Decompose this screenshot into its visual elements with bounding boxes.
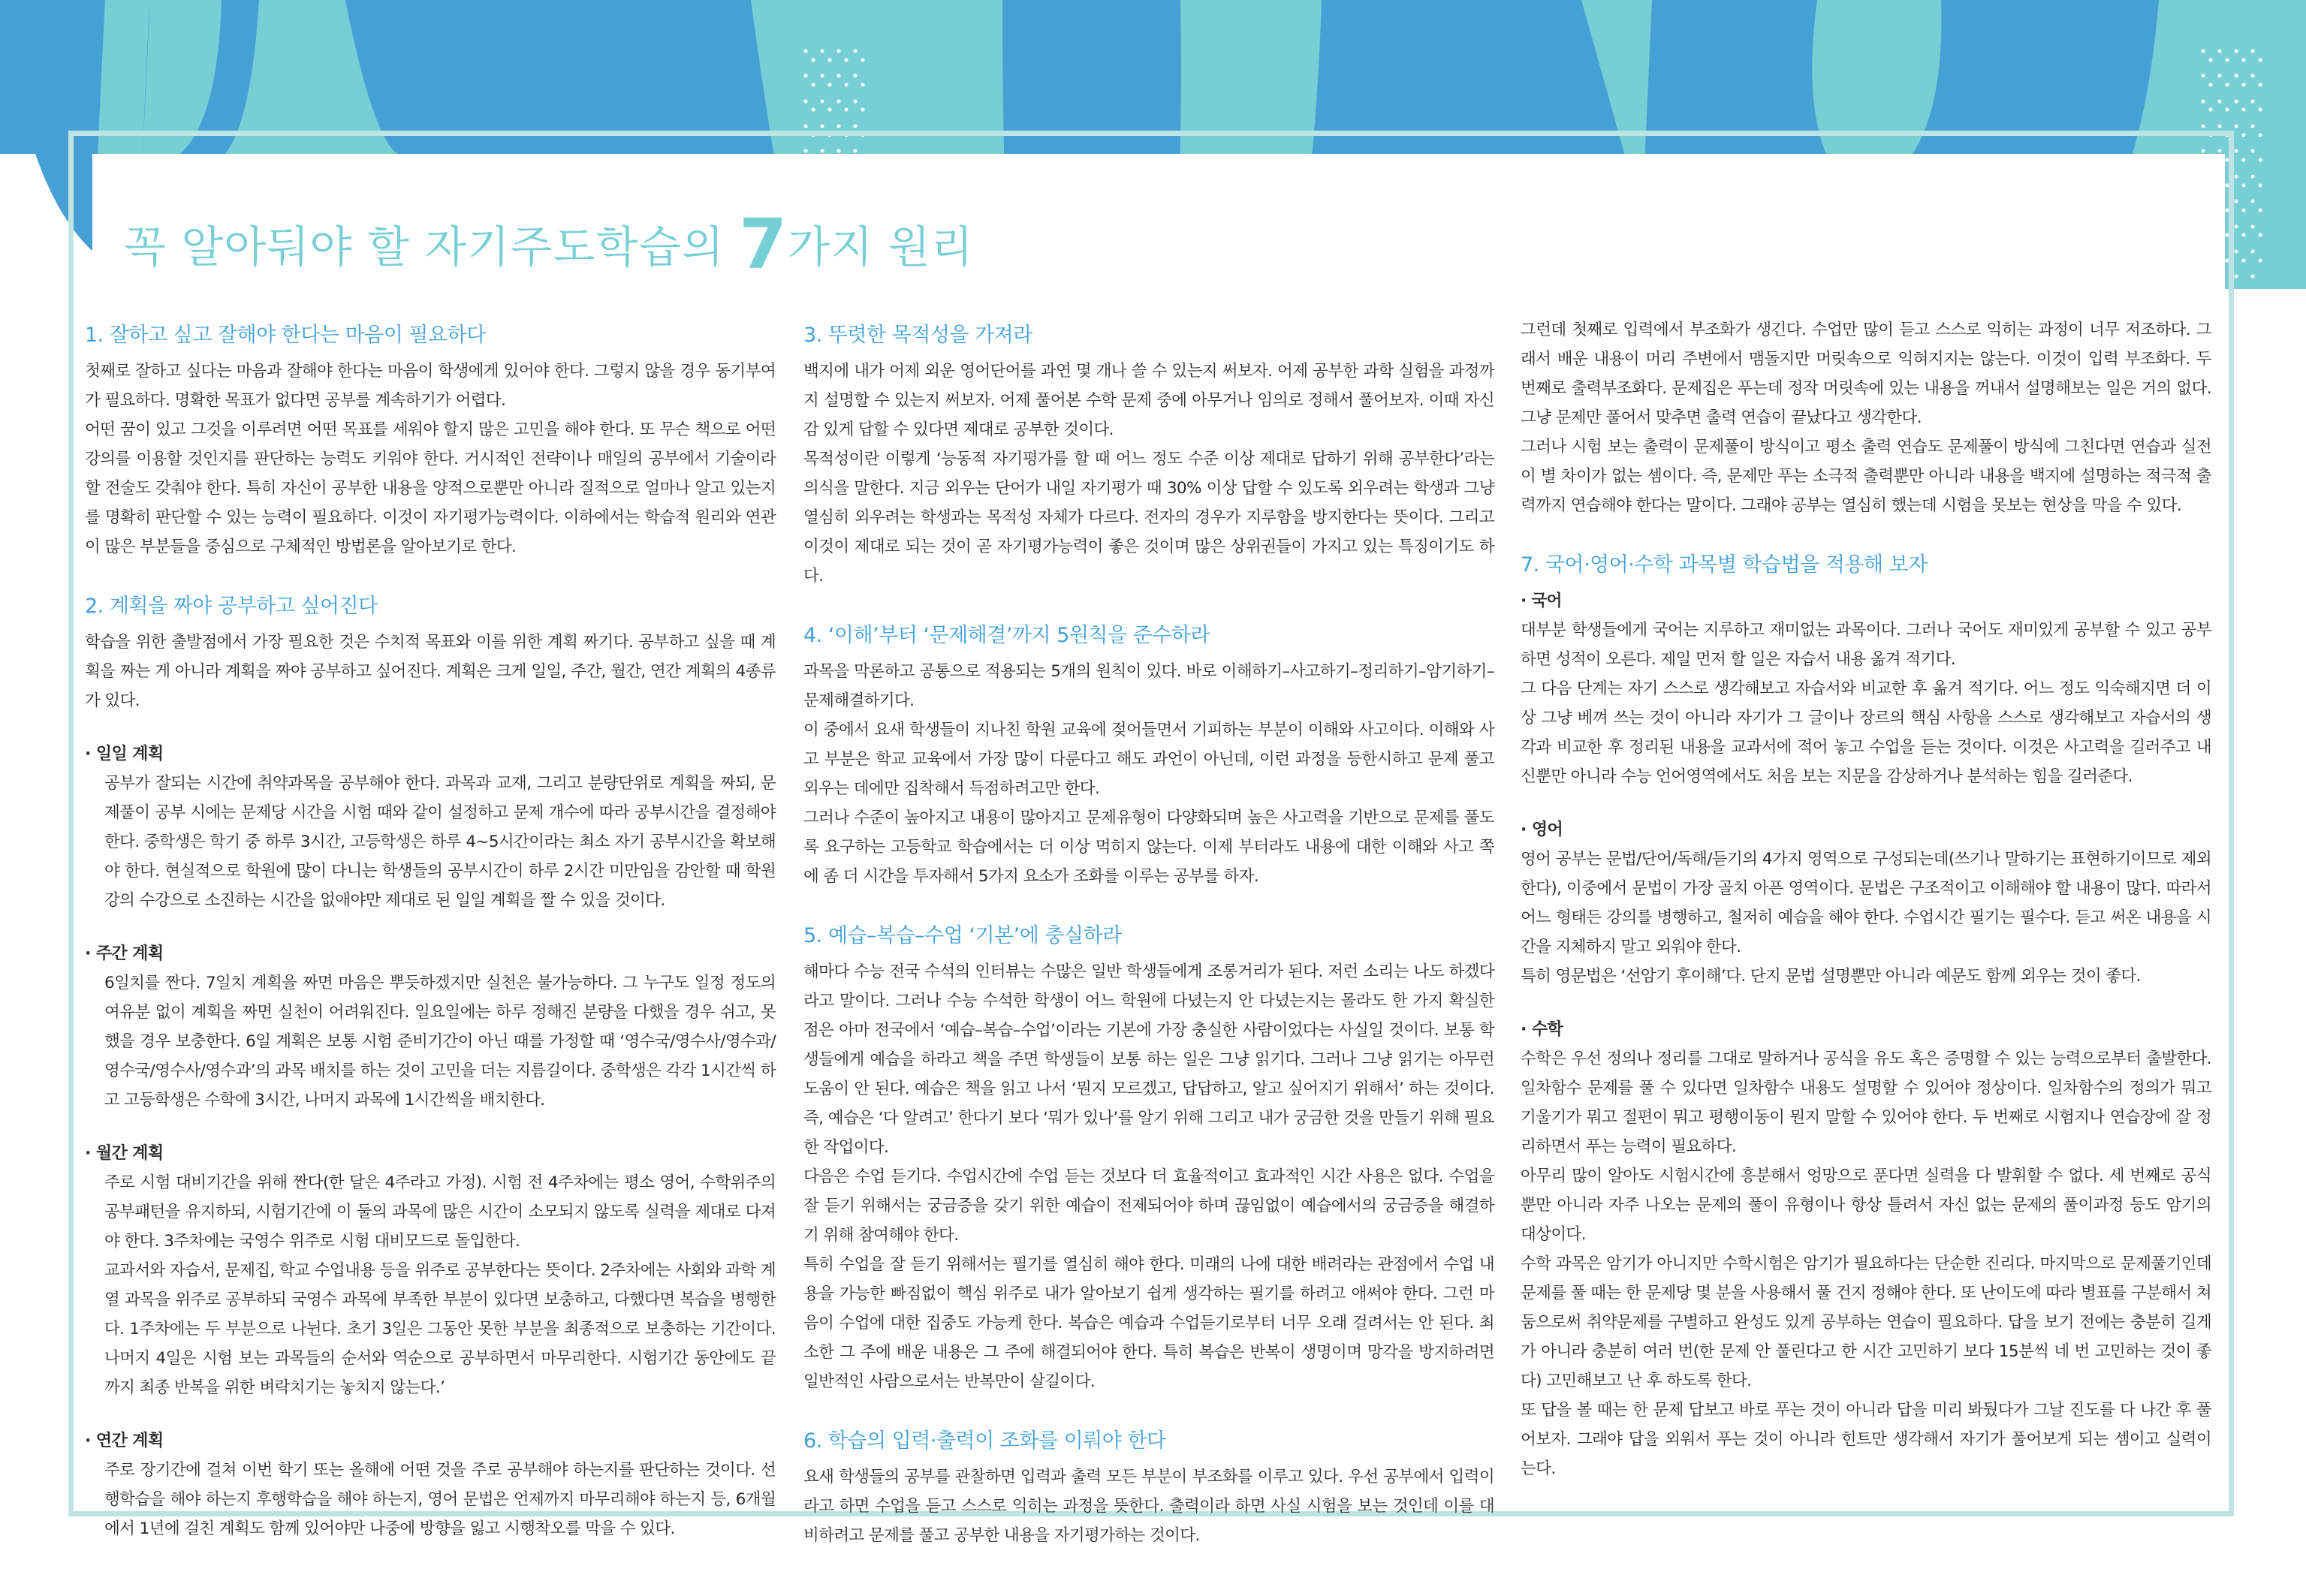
subheading-math: · 수학	[1521, 1020, 1563, 1039]
paragraph: 수학은 우선 정의나 정리를 그대로 말하거나 공식을 유도 혹은 증명할 수 있는 능력으로부터 출발한다. 일차함수 문제를 풀 수 있다면 일차함수 내용도 설명할 수 있어야 정상이다. 일차함수의 정의가 뭐고 기울기가 뭐고 절편이 뭐고 평행이동이 뭔지 말할 수 있어야 한다. 두 번째로 시험지나 연습장에 잘 정리하면서 푸는 능력이 필요하다.	[1521, 1049, 2211, 1156]
section-6-continued	[1521, 315, 2211, 520]
subheading-korean: · 국어	[1521, 592, 1562, 610]
subheading-daily-plan: · 일일 계획	[85, 745, 164, 763]
section-heading: 1. 잘하고 싶고 잘해야 한다는 마음이 필요하다	[85, 324, 486, 347]
paragraph: 교과서와 자습서, 문제집, 학교 수업내용 등을 위주로 공부한다는 뜻이다. 2주차에는 사회와 과학 계열 과목을 위주로 공부하되 국영수 과목에 부족한 부분이 있다면 보충하고, 다했다면 복습을 병행한다. 1주차에는 두 부분으로 나뉜다. 초기 3일은 그동안 못한 부분을 최종적으로 보충하는 기간이다. 나머지 4일은 시험 보는 과목들의 순서와 역순으로 공부하면서 마무리한다. 시험기간 동안에도 끝까지 최종 반복을 위한 벼락치기는 놓치지 않는다.’	[104, 1261, 776, 1397]
subheading-yearly-plan: · 연간 계획	[85, 1432, 164, 1450]
title-suffix: 가지 원리	[788, 221, 974, 273]
column-2	[803, 319, 1494, 1550]
paragraph: 영어 공부는 문법/단어/독해/듣기의 4가지 영역으로 구성되는데(쓰기나 말하기는 표현하기이므로 제외한다), 이중에서 문법이 가장 골치 아픈 영역이다. 문법은 구조적이고 이해해야 할 내용이 많다. 따라서 어느 형태든 강의를 병행하고, 철저히 예습을 해야 한다. 수업시간 필기는 필수다. 듣고 써온 내용을 시간을 지체하지 말고 외워야 한다.	[1521, 850, 2211, 956]
paragraph: 주로 장기간에 걸쳐 이번 학기 또는 올해에 어떤 것을 주로 공부해야 하는지를 판단하는 것이다. 선행학습을 해야 하는지 후행학습을 해야 하는지, 영어 문법은 언제까지 마무리해야 하는지 등, 6개월에서 1년에 걸친 계획도 함께 있어야만 나중에 방향을 잃고 시행착오를 막을 수 있다.	[104, 1461, 776, 1538]
paragraph: 또 답을 볼 때는 한 문제 답보고 바로 푸는 것이 아니라 답을 미리 봐뒀다가 그날 진도를 다 나간 후 풀어보자. 그래야 답을 외워서 푸는 것이 아니라 힌트만 생각해서 자기가 풀어보게 되는 셈이고 실력이 는다.	[1521, 1401, 2211, 1478]
section-3	[803, 319, 1494, 591]
page-title	[124, 204, 974, 285]
paragraph: 과목을 막론하고 공통으로 적용되는 5개의 원칙이 있다. 바로 이해하기–사고하기–정리하기–암기하기–문제해결하기다.	[803, 662, 1494, 710]
paragraph: 이 중에서 요새 학생들이 지나친 학원 교육에 젖어들면서 기피하는 부분이 이해와 사고이다. 이해와 사고 부분은 학교 교육에서 가장 많이 다룬다고 해도 과언이 아닌데, 이런 과정을 등한시하고 문제 풀고 외우는 데에만 집착해서 득점하려고만 한다.	[803, 721, 1494, 798]
paragraph: 특히 수업을 잘 듣기 위해서는 필기를 열심히 해야 한다. 미래의 나에 대한 배려라는 관점에서 수업 내용을 가능한 빠짐없이 핵심 위주로 내가 알아보기 쉽게 생각하는 필기를 하려고 애써야 한다. 그런 마음이 수업에 대한 집중도 가능케 한다. 복습은 예습과 수업듣기로부터 너무 오래 걸려서는 안 된다. 최소한 그 주에 배운 내용은 그 주에 해결되어야 한다. 특히 복습은 반복이 생명이며 망각을 방지하려면 일반적인 사람으로서는 반복만이 살길이다.	[803, 1255, 1494, 1391]
paragraph: 학습을 위한 출발점에서 가장 필요한 것은 수치적 목표와 이를 위한 계획 짜기다. 공부하고 싶을 때 계획을 짜는 게 아니라 계획을 짜야 공부하고 싶어진다. 계획은 크게 일일, 주간, 월간, 연간 계획의 4종류가 있다.	[85, 633, 776, 710]
paragraph: 아무리 많이 알아도 시험시간에 흥분해서 엉망으로 푼다면 실력을 다 발휘할 수 없다. 세 번째로 공식뿐만 아니라 자주 나오는 문제의 풀이 유형이나 항상 틀려서 자신 없는 문제의 풀이과정 등도 암기의 대상이다.	[1521, 1167, 2211, 1244]
section-heading: 2. 계획을 짜야 공부하고 싶어진다	[85, 595, 378, 618]
paragraph: 대부분 학생들에게 국어는 지루하고 재미없는 과목이다. 그러나 국어도 재미있게 공부할 수 있고 공부하면 성적이 오른다. 제일 먼저 할 일은 자습서 내용 옮겨 적기다.	[1521, 621, 2211, 669]
section-7	[1521, 549, 2211, 1483]
subheading-monthly-plan: · 월간 계획	[85, 1144, 164, 1163]
paragraph: 백지에 내가 어제 외운 영어단어를 과연 몇 개나 쓸 수 있는지 써보자. 어제 공부한 과학 실험을 과정까지 설명할 수 있는지 써보자. 어제 풀어본 수학 문제 중에 아무거나 임의로 정해서 풀어보자. 이때 자신감 있게 답할 수 있다면 제대로 공부한 것이다.	[803, 362, 1494, 439]
paragraph: 목적성이란 이렇게 ‘능동적 자기평가를 할 때 어느 정도 수준 이상 제대로 답하기 위해 공부한다’라는 의식을 말한다. 지금 외우는 단어가 내일 자기평가 때 30% 이상 답할 수 있도록 외우려는 학생과 그냥 열심히 외우려는 학생과는 목적성 자체가 다르다. 전자의 경우가 지루함을 방지한다는 뜻이다. 그리고 이것이 제대로 되는 것이 곧 자기평가능력이 좋은 것이며 많은 상위권들이 가지고 있는 특징이기도 하다.	[803, 450, 1494, 586]
paragraph: 첫째로 잘하고 싶다는 마음과 잘해야 한다는 마음이 학생에게 있어야 한다. 그렇지 않을 경우 동기부여가 필요하다. 명확한 목표가 없다면 공부를 계속하기가 어렵다.	[85, 362, 776, 410]
section-heading: 6. 학습의 입력·출력이 조화를 이뤄야 한다	[803, 1429, 1166, 1453]
section-6	[803, 1425, 1494, 1550]
paragraph: 요새 학생들의 공부를 관찰하면 입력과 출력 모든 부분이 부조화를 이루고 있다. 우선 공부에서 입력이라고 하면 수업을 듣고 스스로 익히는 과정을 뜻한다. 출력이라 하면 사실 시험을 보는 것인데 이를 대비하려고 문제를 풀고 공부한 내용을 자기평가하는 것이다.	[803, 1468, 1494, 1545]
paragraph: 주로 시험 대비기간을 위해 짠다(한 달은 4주라고 가정). 시험 전 4주차에는 평소 영어, 수학위주의 공부패턴을 유지하되, 시험기간에 이 둘의 과목에 많은 시간이 소모되지 않도록 실력을 제대로 다져야 한다. 3주차에는 국영수 위주로 시험 대비모드로 돌입한다.	[104, 1173, 776, 1251]
subheading-weekly-plan: · 주간 계획	[85, 944, 164, 963]
section-heading: 3. 뚜렷한 목적성을 가져라	[803, 324, 1032, 347]
section-4	[803, 619, 1494, 891]
paragraph: 그 다음 단계는 자기 스스로 생각해보고 자습서와 비교한 후 옮겨 적기다. 어느 정도 익숙해지면 더 이상 그냥 베껴 쓰는 것이 아니라 자기가 그 글이나 장르의 핵심 사항을 스스로 생각해보고 자습서의 생각과 비교한 후 정리된 내용을 교과서에 적어 놓고 수업을 듣는 것이다. 이것은 사고력을 길러주고 내신뿐만 아니라 수능 언어영역에서도 처음 보는 지문을 감상하거나 분석하는 힘을 길러준다.	[1521, 679, 2211, 786]
paragraph: 다음은 수업 듣기다. 수업시간에 수업 듣는 것보다 더 효율적이고 효과적인 시간 사용은 없다. 수업을 잘 듣기 위해서는 궁금증을 갖기 위한 예습이 전제되어야 하며 끊임없이 예습에서의 궁금증을 해결하기 위해 참여해야 한다.	[803, 1167, 1494, 1245]
paragraph: 어떤 꿈이 있고 그것을 이루려면 어떤 목표를 세워야 할지 많은 고민을 해야 한다. 또 무슨 책으로 어떤 강의를 이용할 것인지를 판단하는 능력도 키워야 한다. 거시적인 전략이나 매일의 공부에서 기술이라 할 전술도 갖춰야 한다. 특히 자신이 공부한 내용을 양적으로뿐만 아니라 질적으로 얼마나 알고 있는지를 명확히 판단할 수 있는 능력이 필요하다. 이것이 자기평가능력이다. 이하에서는 학습적 원리와 연관이 많은 부분들을 중심으로 구체적인 방법론을 알아보기로 한다.	[85, 420, 776, 556]
section-heading: 7. 국어·영어·수학 과목별 학습법을 적용해 보자	[1521, 553, 1928, 577]
title-number: 7	[739, 204, 788, 285]
paragraph: 6일치를 짠다. 7일치 계획을 짜면 마음은 뿌듯하겠지만 실천은 불가능하다. 그 누구도 일정 정도의 여유분 없이 계획을 짜면 실천이 어려워진다. 일요일에는 하루 정해진 분량을 다했을 경우 쉬고, 못했을 경우 보충한다. 6일 계획은 보통 시험 준비기간이 아닌 때를 가정할 때 ‘영수국/영수사/영수과/영수국/영수사/영수과’의 과목 배치를 하는 것이 고민을 더는 지름길이다. 중학생은 각각 1시간씩 하고 고등학생은 수학에 3시간, 나머지 과목에 1시간씩을 배치한다.	[104, 974, 776, 1110]
paragraph: 그러나 수준이 높아지고 내용이 많아지고 문제유형이 다양화되며 높은 사고력을 기반으로 문제를 풀도록 요구하는 고등학교 학습에서는 더 이상 먹히지 않는다. 이제 부터라도 내용에 대한 이해와 사고 쪽에 좀 더 시간을 투자해서 5가지 요소가 조화를 이루는 공부를 하자.	[803, 809, 1494, 886]
paragraph: 그러나 시험 보는 출력이 문제풀이 방식이고 평소 출력 연습도 문제풀이 방식에 그친다면 연습과 실전이 별 차이가 없는 셈이다. 즉, 문제만 푸는 소극적 출력뿐만 아니라 내용을 백지에 설명하는 적극적 출력까지 연습해야 한다는 말이다. 그래야 공부는 열심히 했는데 시험을 못보는 현상을 막을 수 있다.	[1521, 438, 2211, 515]
paragraph: 그런데 첫째로 입력에서 부조화가 생긴다. 수업만 많이 듣고 스스로 익히는 과정이 너무 저조하다. 그래서 배운 내용이 머리 주변에서 맴돌지만 머릿속으로 익혀지지는 않는다. 이것이 입력 부조화다. 두 번째로 출력부조화다. 문제집은 푸는데 정작 머릿속에 있는 내용을 꺼내서 설명해보는 일은 거의 없다. 그냥 문제만 풀어서 맞추면 출력 연습이 끝났다고 생각한다.	[1521, 321, 2211, 427]
section-2	[85, 590, 776, 1543]
paragraph: 특히 영문법은 ‘선암기 후이해’다. 단지 문법 설명뿐만 아니라 예문도 함께 외우는 것이 좋다.	[1521, 967, 2141, 986]
paragraph: 수학 과목은 암기가 아니지만 수학시험은 암기가 필요하다는 단순한 진리다. 마지막으로 문제풀기인데 문제를 풀 때는 한 문제당 몇 분을 사용해서 풀 건지 정해야 한다. 또 난이도에 따라 별표를 구분해서 쳐 둠으로써 취약문제를 구별하고 완성도 있게 공부하는 연습이 필요하다. 답을 보기 전에는 충분히 길게가 아니라 충분히 여러 번(한 문제 안 풀린다고 한 시간 고민하기 보다 15분씩 네 번 고민하는 것이 좋다) 고민해보고 난 후 하도록 한다.	[1521, 1254, 2211, 1390]
section-1	[85, 319, 776, 562]
title-prefix: 꼭 알아둬야 할 자기주도학습의	[124, 221, 740, 273]
subheading-english: · 영어	[1521, 821, 1563, 839]
section-heading: 5. 예습–복습–수업 ‘기본’에 충실하라	[803, 924, 1122, 947]
section-heading: 4. ‘이해’부터 ‘문제해결’까지 5원칙을 준수하라	[803, 624, 1210, 647]
column-3	[1521, 315, 2211, 1483]
paragraph: 해마다 수능 전국 수석의 인터뷰는 수많은 일반 학생들에게 조롱거리가 된다. 저런 소리는 나도 하겠다라고 말이다. 그러나 수능 수석한 학생이 어느 학원에 다녔는지 안 다녔는지는 몰라도 한 가지 확실한 점은 아마 전국에서 ‘예습–복습–수업’이라는 기본에 가장 충실한 사람이었다는 사실일 것이다. 보통 학생들에게 예습을 하라고 책을 주면 학생들이 보통 하는 일은 그냥 읽기다. 그러나 그냥 읽기는 아무런 도움이 안 된다. 예습은 책을 읽고 나서 ‘뭔지 모르겠고, 답답하고, 알고 싶어지기 위해서’ 하는 것이다. 즉, 예습은 ‘다 알려고’ 한다기 보다 ‘뭐가 있나’를 알기 위해 그리고 내가 궁금한 것을 만들기 위해 필요한 작업이다.	[803, 962, 1494, 1157]
paragraph: 공부가 잘되는 시간에 취약과목을 공부해야 한다. 과목과 교재, 그리고 분량단위로 계획을 짜되, 문제풀이 공부 시에는 문제당 시간을 시험 때와 같이 설정하고 문제 개수에 따라 공부시간을 결정해야 한다. 중학생은 학기 중 하루 3시간, 고등학생은 하루 4~5시간이라는 최소 자기 공부시간을 확보해야 한다. 현실적으로 학원에 많이 다니는 학생들의 공부시간이 하루 2시간 미만임을 감안할 때 학원 강의 수강으로 소진하는 시간을 없애야만 제대로 된 일일 계획을 짤 수 있을 것이다.	[104, 774, 776, 910]
column-1	[85, 319, 776, 1543]
section-5	[803, 920, 1494, 1396]
